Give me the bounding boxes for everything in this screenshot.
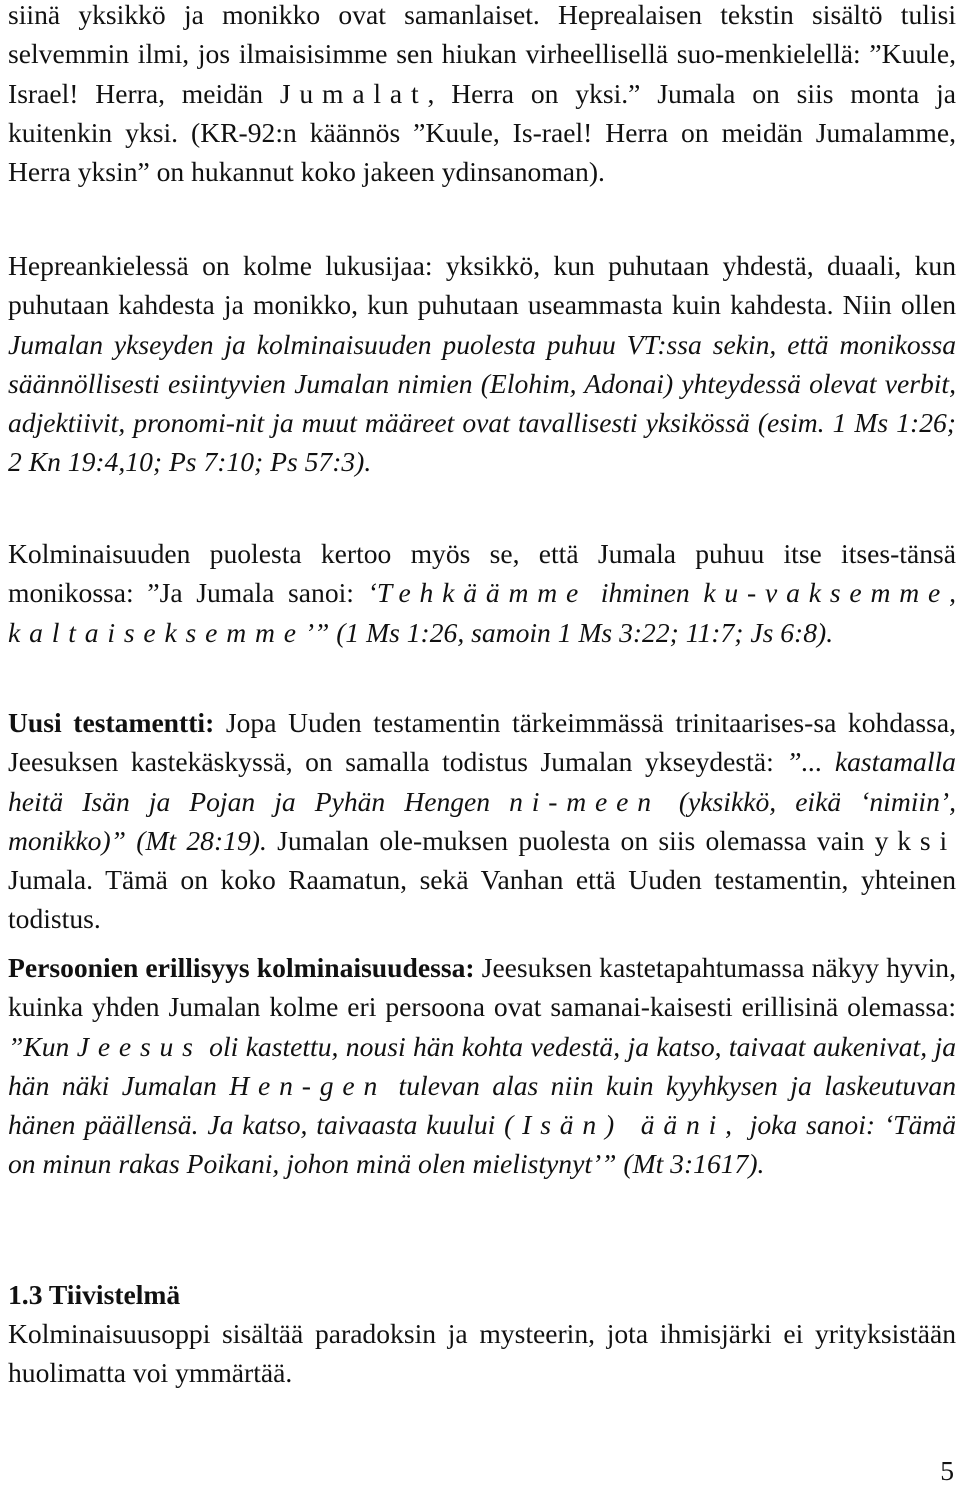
italic-text: oli kastettu, nousi hän kohta vedestä, ja katso, taivaat aukenivat, ja hän näki Jumalan — [8, 1030, 956, 1101]
text: Kolminaisuuden puolesta kertoo myös se, että Jumala puhuu itse itses-tänsä monikossa: ”Ja Jumala sanoi: — [8, 538, 956, 609]
spaced-italic: Hen-gen — [229, 1069, 387, 1101]
spaced-italic: kaltaiseksemme — [8, 616, 305, 648]
italic-text: , — [949, 577, 956, 609]
text: Hepreankielessä on kolme lukusijaa: yksikkö, kun puhutaan yhdestä, duaali, kun puhutaan kahdesta ja monikko, kun puhutaan useammasta kuin kahdesta. Niin ollen — [8, 250, 956, 321]
paragraph-plural-speech — [8, 534, 956, 652]
run-in-heading: Persoonien erillisyys kolminaisuudessa: — [8, 952, 475, 983]
spaced-italic: ni-meen — [509, 785, 660, 817]
text: Jumala. Tämä on koko Raamatun, sekä Vanhan että Uuden testamentin, yhteinen todistus. — [8, 864, 956, 935]
text: Jumalan ole-muksen puolesta on siis olemassa vain — [266, 824, 875, 856]
italic-text: ”... kastamalla heitä Isän ja Pojan ja Pyhän Hengen — [8, 746, 956, 817]
spaced-text: Jumalat — [279, 77, 428, 109]
italic-text: (yksikkö, eikä ‘nimiin’, monikko)” (Mt 28:19). — [8, 785, 956, 856]
spaced-italic: Tehkäämme — [376, 577, 588, 609]
italic-quote: ‘ — [367, 577, 377, 609]
page-number: 5 — [940, 1455, 954, 1486]
paragraph-new-testament — [8, 703, 956, 939]
italic-text: ’” (1 Ms 1:26, samoin 1 Ms 3:22; 11:7; Js 6:8). — [304, 616, 834, 648]
paragraph-hebrew-number — [8, 246, 956, 482]
text: Jopa Uuden testamentin tärkeimmässä trinitaarises-sa kohdassa, Jeesuksen kastekäskyssä, on samalla todistus Jumalan ykseydestä: — [8, 707, 956, 778]
italic-text: joka sanoi: ‘Tämä on minun rakas Poikani, johon minä olen mielistynyt’” (Mt 3:1617). — [8, 1109, 956, 1180]
spaced-italic: ku-vaksemme — [703, 577, 950, 609]
section-heading: 1.3 Tiivistelmä — [8, 1279, 181, 1310]
paragraph-summary: Kolminaisuusoppi sisältää paradoksin ja mysteerin, jota ihmisjärki ei yrityksistään huolimatta voi ymmärtää. — [8, 1318, 956, 1389]
italic-text: ”Kun — [8, 1030, 77, 1062]
italic-text: ihminen — [587, 577, 704, 609]
paragraph-intro — [8, 0, 956, 191]
italic-text: Jumalan ykseyden ja kolminaisuuden puolesta puhuu VT:ssa sekin, että monikossa säännöllisesti esiintyvien Jumalan nimien (Elohim, Adonai) yhteydessä olevat verbit, adjektiivit, pronomi-nit ja muut määreet ovat tavallisesti yksikössä (esim. 1 Ms 1:26; 2 Kn 19:4,10; Ps 7:10; Ps 57:3). — [8, 328, 956, 478]
spaced-text: yksi — [874, 824, 956, 856]
run-in-heading: Uusi testamentti: — [8, 707, 215, 738]
text: , Herra on yksi.” Jumala on siis monta ja kuitenkin yksi. (KR-92:n käännös ”Kuule, Is-rael! Herra on meidän Jumalamme, Herra yksin” on hukannut koko jakeen ydinsanoman). — [8, 77, 956, 188]
text: siinä yksikkö ja monikko ovat samanlaiset. Heprealaisen tekstin sisältö tulisi selvemmin ilmi, jos ilmaisisimme sen hiukan virheellisellä suo-menkielellä: ”Kuule, Israel! Herra, meidän — [8, 0, 956, 109]
paragraph-persons — [8, 948, 956, 1184]
spaced-italic: Jeesus — [76, 1030, 202, 1062]
italic-text: tulevan alas niin kuin kyyhkysen ja laskeutuvan hänen päällensä. Ja katso, taivaasta kuului — [8, 1069, 956, 1141]
text: Jeesuksen kastetapahtumassa näkyy hyvin, kuinka yhden Jumalan kolme eri persoona ovat samanai-kaisesti erillisinä olemassa: — [8, 952, 956, 1023]
spaced-italic: (Isän) ääni, — [504, 1109, 741, 1141]
